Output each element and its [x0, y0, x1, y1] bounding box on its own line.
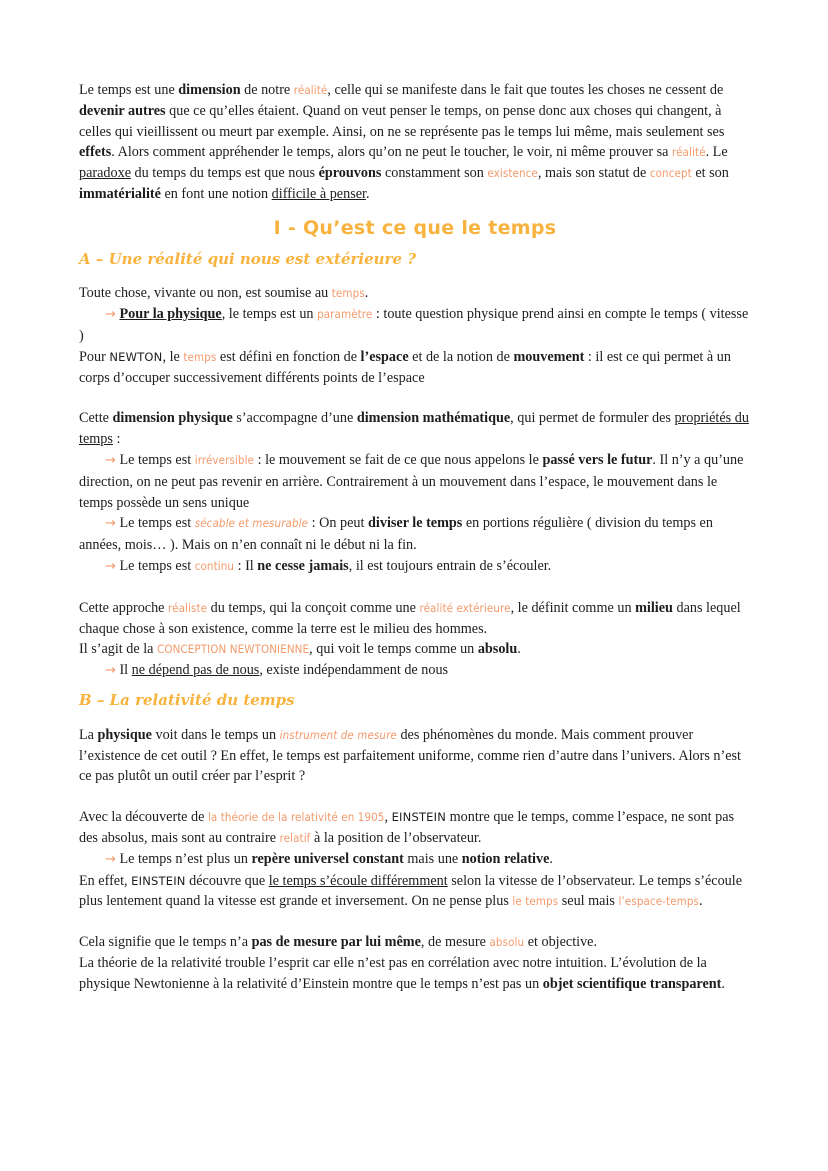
- arrow-icon: →: [105, 663, 116, 679]
- part-a-heading: A – Une réalité qui nous est extérieure ?: [79, 249, 416, 268]
- part-a-p3: Pour NEWTON, le temps est défini en fonction de l’espace et de la notion de mouvement : il est ce qui permet à un corps d’occuper successivement différents points de l’espace: [79, 348, 731, 386]
- part-b-p4: En effet, EINSTEIN découvre que le temps s’écoule différemment selon la vitesse de l’observateur. Le temps s’écoule plus lentement quand la vitesse est grande et inversement. On ne pense plus le temps seul mais l’espace-temps.: [79, 872, 743, 910]
- arrow-icon: →: [105, 516, 116, 532]
- arrow-icon: →: [105, 452, 116, 468]
- part-b-p5: Cela signifie que le temps n’a pas de mesure par lui même, de mesure absolu et objective.: [79, 934, 598, 951]
- section-title: I - Qu’est ce que le temps: [273, 216, 557, 239]
- part-a-p10: → Il ne dépend pas de nous, existe indépendamment de nous: [105, 662, 449, 679]
- part-a-p7: → Le temps est continu : Il ne cesse jamais, il est toujours entrain de s’écouler.: [105, 557, 552, 574]
- part-b-p3: → Le temps n’est plus un repère universel constant mais une notion relative.: [105, 850, 553, 867]
- part-a-p1: Toute chose, vivante ou non, est soumise au temps.: [79, 285, 369, 302]
- part-a-p6: → Le temps est sécable et mesurable : On peut diviser le temps en portions régulière ( division du temps en années, mois… ). Mais on n’en connaît ni le début ni la fin.: [79, 515, 713, 554]
- part-a-p5: → Le temps est irréversible : le mouvement se fait de ce que nous appelons le passé vers le futur. Il n’y a qu’une direction, on ne peut pas revenir en arrière. Contrairement à un mouvement dans l’espace, le mouvement dans le temps possède un sens unique: [79, 451, 744, 511]
- intro-paragraph: Le temps est une dimension de notre réalité, celle qui se manifeste dans le fait que toutes les choses ne cessent de devenir autres que ce qu’elles étaient. Quand on veut penser le temps, on pense donc aux choses qui changent, à celles qui vieillissent ou meurt par exemple. Ainsi, on ne se représente pas le temps lui même, mais seulement ses effets. Alors comment appréhender le temps, alors qu’on ne peut le toucher, le voir, ni même prouver sa réalité. Le paradoxe du temps du temps est que nous éprouvons constamment son existence, mais son statut de concept et son immatérialité en font une notion difficile à penser.: [79, 82, 729, 202]
- part-a-p9: Il s’agit de la CONCEPTION NEWTONIENNE, qui voit le temps comme un absolu.: [79, 641, 521, 658]
- part-b-p6: La théorie de la relativité trouble l’esprit car elle n’est pas en corrélation avec notre intuition. L’évolution de la physique Newtonienne à la relativité d’Einstein montre que le temps n’est pas un objet scientifique transparent.: [79, 954, 725, 992]
- part-a-p2: → Pour la physique, le temps est un paramètre : toute question physique prend ainsi en compte le temps ( vitesse ): [79, 306, 749, 344]
- document-page: [79, 80, 751, 994]
- part-a-p8: Cette approche réaliste du temps, qui la conçoit comme une réalité extérieure, le définit comme un milieu dans lequel chaque chose à son existence, comme la terre est le milieu des hommes.: [79, 599, 741, 637]
- part-b-heading: B – La relativité du temps: [79, 690, 295, 709]
- part-a-p4: Cette dimension physique s’accompagne d’une dimension mathématique, qui permet de formuler des propriétés du temps :: [79, 410, 749, 448]
- part-b-p2: Avec la découverte de la théorie de la relativité en 1905, EINSTEIN montre que le temps, comme l’espace, ne sont pas des absolus, mais sont au contraire relatif à la position de l’observateur.: [79, 809, 735, 846]
- arrow-icon: →: [105, 307, 116, 323]
- part-b-p1: La physique voit dans le temps un instrument de mesure des phénomènes du monde. Mais comment prouver l’existence de cet outil ? En effet, le temps est parfaitement uniforme, comme rien d’autre dans l’univers. Alors n’est ce pas plutôt un outil créer par l’esprit ?: [79, 726, 741, 785]
- arrow-icon: →: [105, 558, 116, 574]
- arrow-icon: →: [105, 851, 116, 867]
